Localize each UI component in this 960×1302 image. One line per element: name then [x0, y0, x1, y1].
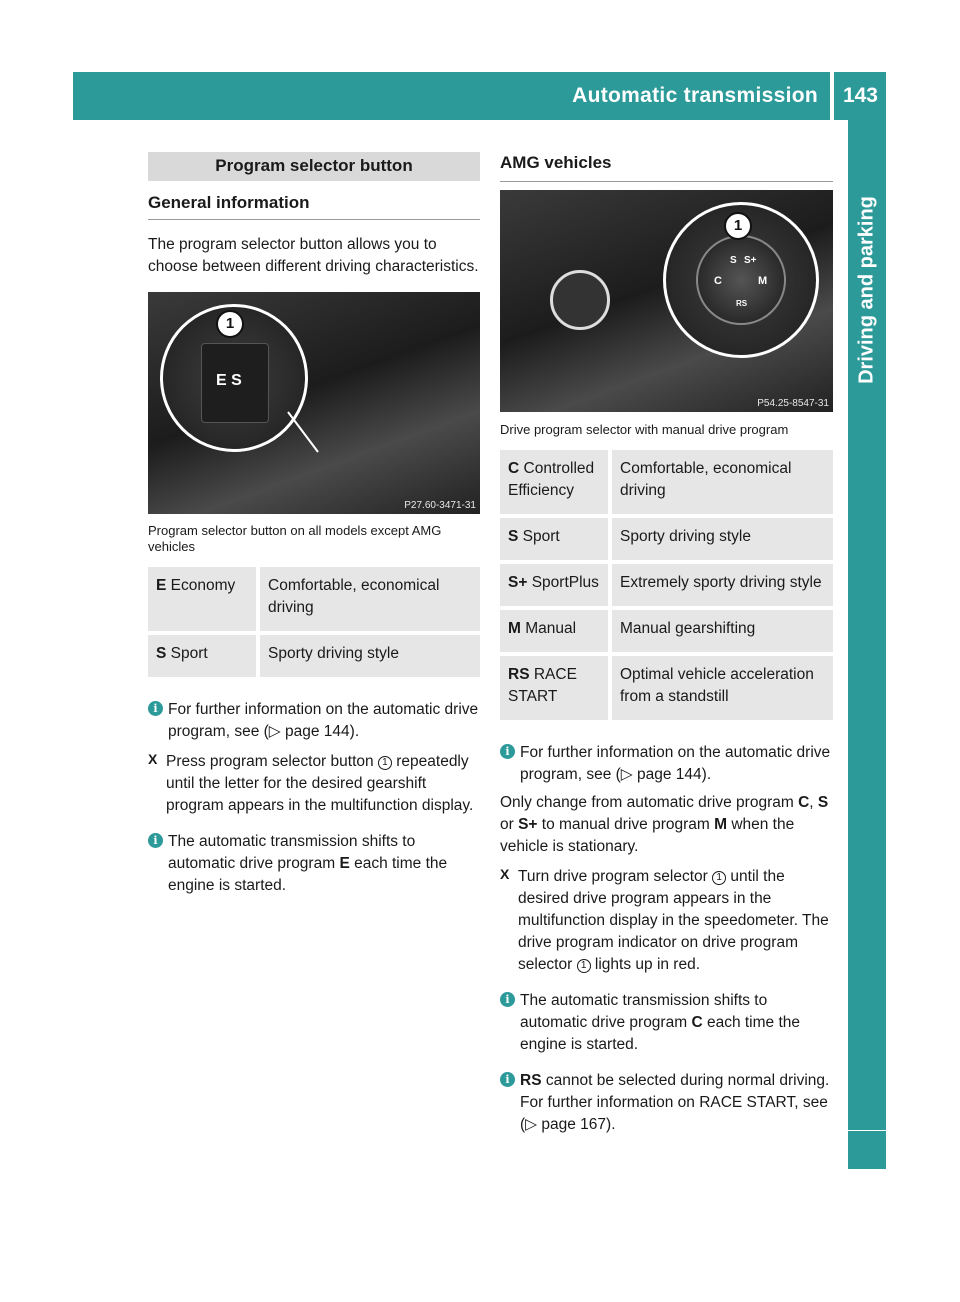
body-paragraph: Only change from automatic drive program C, S or S+ to manual drive program M when the vehicle is stationary.	[500, 794, 829, 855]
instruction-step: X Turn drive program selector 1 until the desired drive program appears in the multifunction display in the speedometer. The drive program indicator on drive program selector 1 lights up in red.	[500, 866, 829, 973]
program-description: Comfortable, economical driving	[260, 567, 480, 631]
drive-selector-photo	[500, 190, 833, 412]
table-row	[148, 567, 480, 631]
photo-code: P27.60-3471-31	[404, 500, 476, 511]
program-name: M Manual	[500, 610, 612, 652]
header-divider	[830, 72, 834, 120]
subsection-heading: AMG vehicles	[500, 152, 833, 182]
step-arrow-icon: X	[148, 751, 158, 767]
table-row	[500, 610, 833, 652]
callout-ref-1: 1	[577, 959, 591, 973]
program-description: Sporty driving style	[260, 635, 480, 677]
left-column	[148, 152, 480, 897]
button-label: E S	[216, 372, 242, 389]
program-name: S+ SportPlus	[500, 564, 612, 606]
chapter-label: Driving and parking	[855, 196, 878, 384]
program-description: Optimal vehicle acceleration from a standstill	[612, 656, 833, 720]
info-note: i For further information on the automatic drive program, see (▷ page 144).	[500, 742, 833, 786]
selector-button-photo	[148, 292, 480, 514]
info-note: i The automatic transmission shifts to automatic drive program E each time the engine is started.	[148, 831, 480, 897]
callout-ref-1: 1	[378, 756, 392, 770]
program-name: S Sport	[148, 635, 260, 677]
program-name: C Controlled Efficiency	[500, 450, 612, 514]
program-description: Manual gearshifting	[612, 610, 833, 652]
page-number: 143	[842, 84, 878, 107]
program-description: Extremely sporty driving style	[612, 564, 833, 606]
small-selector-circle	[550, 270, 610, 330]
info-icon: i	[500, 744, 515, 759]
program-description: Sporty driving style	[612, 518, 833, 560]
photo-caption: Drive program selector with manual drive program	[500, 422, 789, 437]
table-row	[148, 635, 480, 677]
table-row	[500, 518, 833, 560]
info-icon: i	[500, 992, 515, 1007]
program-table	[148, 563, 480, 681]
info-note: i RS cannot be selected during normal driving. For further information on RACE START, see (▷ page 167).	[500, 1070, 833, 1136]
program-name: E Economy	[148, 567, 260, 631]
photo-caption: Program selector button on all models except AMG vehicles	[148, 523, 442, 554]
program-name: S Sport	[500, 518, 612, 560]
page-title: Automatic transmission	[572, 84, 818, 107]
info-icon: i	[148, 833, 163, 848]
intro-paragraph: The program selector button allows you to choose between different driving characteristics.	[148, 236, 479, 275]
instruction-step: X Press program selector button 1 repeatedly until the letter for the desired gearshift program appears in the multifunction display.	[148, 751, 474, 814]
drive-dial-image: S S+ C M RS	[696, 235, 786, 325]
table-row	[500, 450, 833, 514]
info-icon: i	[148, 701, 163, 716]
info-icon: i	[500, 1072, 515, 1087]
program-description: Comfortable, economical driving	[612, 450, 833, 514]
subsection-heading: General information	[148, 181, 480, 220]
section-heading: Program selector button	[148, 152, 480, 181]
callout-1: 1	[724, 212, 752, 240]
callout-ref-1: 1	[712, 871, 726, 885]
table-row	[500, 564, 833, 606]
callout-1: 1	[216, 310, 244, 338]
program-table	[500, 446, 833, 724]
right-column	[500, 152, 833, 1136]
table-row	[500, 656, 833, 720]
callout-line	[148, 292, 480, 514]
photo-code: P54.25-8547-31	[757, 398, 829, 409]
chapter-marker	[848, 1131, 886, 1169]
program-name: RS RACE START	[500, 656, 612, 720]
info-note: i For further information on the automatic drive program, see (▷ page 144).	[148, 699, 480, 743]
chapter-tab	[848, 120, 886, 1130]
header-bar	[73, 72, 886, 120]
info-note: i The automatic transmission shifts to automatic drive program C each time the engine is started.	[500, 990, 833, 1056]
step-arrow-icon: X	[500, 866, 510, 882]
